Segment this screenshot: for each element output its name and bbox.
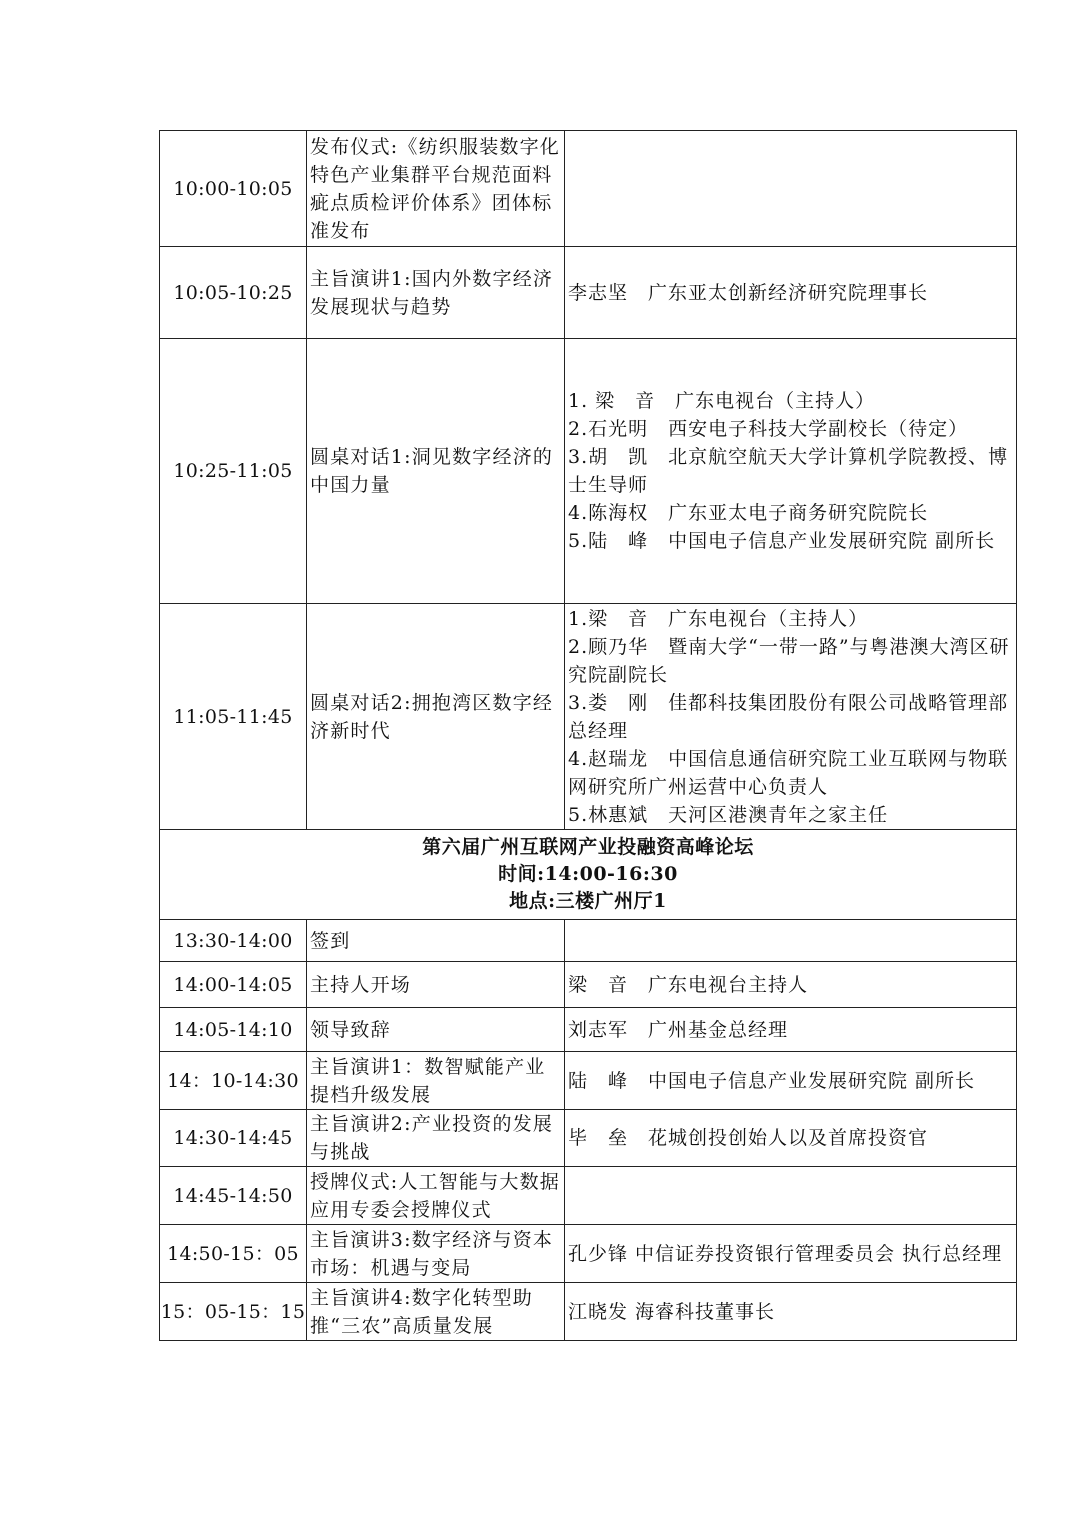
topic-cell: 主旨演讲3:数字经济与资本市场：机遇与变局 — [307, 1225, 565, 1283]
speaker-cell: 刘志军 广州基金总经理 — [565, 1008, 1017, 1052]
speaker-line: 1. 梁 音 广东电视台（主持人） — [568, 390, 876, 412]
topic-cell: 主持人开场 — [307, 962, 565, 1008]
topic-cell: 主旨演讲1:国内外数字经济发展现状与趋势 — [307, 247, 565, 339]
forum-venue: 地点:三楼广州厅1 — [509, 890, 667, 912]
section-header-row — [160, 830, 1017, 920]
table-row — [160, 1008, 1017, 1052]
topic-cell: 主旨演讲2:产业投资的发展与挑战 — [307, 1110, 565, 1167]
time-cell: 10:05-10:25 — [160, 247, 307, 339]
speaker-cell — [565, 131, 1017, 247]
table-row — [160, 1283, 1017, 1341]
topic-cell: 授牌仪式:人工智能与大数据应用专委会授牌仪式 — [307, 1167, 565, 1225]
speaker-cell — [565, 604, 1017, 830]
topic-cell: 主旨演讲4:数字化转型助推“三农”高质量发展 — [307, 1283, 565, 1341]
topic-cell: 主旨演讲1：数智赋能产业提档升级发展 — [307, 1052, 565, 1110]
table-row — [160, 1167, 1017, 1225]
speaker-line: 5.陆 峰 中国电子信息产业发展研究院 副所长 — [568, 530, 996, 552]
table-row — [160, 604, 1017, 830]
time-cell: 15：05-15：15 — [160, 1283, 307, 1341]
topic-cell: 领导致辞 — [307, 1008, 565, 1052]
topic-cell: 发布仪式:《纺织服装数字化特色产业集群平台规范面料疵点质检评价体系》团体标准发布 — [307, 131, 565, 247]
speaker-line: 5.林惠斌 天河区港澳青年之家主任 — [568, 803, 889, 826]
speaker-cell — [565, 1167, 1017, 1225]
topic-cell: 圆桌对话1:洞见数字经济的中国力量 — [307, 339, 565, 604]
time-cell: 14:00-14:05 — [160, 962, 307, 1008]
time-cell: 14：10-14:30 — [160, 1052, 307, 1110]
table-row — [160, 1225, 1017, 1283]
speaker-cell — [565, 339, 1017, 604]
speaker-cell: 梁 音 广东电视台主持人 — [565, 962, 1017, 1008]
time-cell: 14:45-14:50 — [160, 1167, 307, 1225]
time-cell: 10:00-10:05 — [160, 131, 307, 247]
speaker-line: 2.顾乃华 暨南大学“一带一路”与粤港澳大湾区研究院副院长 — [568, 635, 1010, 686]
time-cell: 14:50-15：05 — [160, 1225, 307, 1283]
table-row — [160, 247, 1017, 339]
speaker-line: 李志坚 广东亚太创新经济研究院理事长 — [568, 281, 929, 304]
speaker-cell: 毕 垒 花城创投创始人以及首席投资官 — [565, 1110, 1017, 1167]
speaker-line: 1.梁 音 广东电视台（主持人） — [568, 607, 869, 630]
speaker-line: 3.胡 凯 北京航空航天大学计算机学院教授、博士生导师 — [568, 446, 1009, 496]
speaker-cell — [565, 247, 1017, 339]
speaker-cell: 陆 峰 中国电子信息产业发展研究院 副所长 — [565, 1052, 1017, 1110]
time-cell: 14:05-14:10 — [160, 1008, 307, 1052]
table-row — [160, 131, 1017, 247]
speaker-line: 3.娄 刚 佳都科技集团股份有限公司战略管理部总经理 — [568, 691, 1009, 742]
time-cell: 14:30-14:45 — [160, 1110, 307, 1167]
table-row — [160, 1110, 1017, 1167]
forum-title: 第六届广州互联网产业投融资高峰论坛 — [422, 836, 754, 858]
time-cell: 10:25-11:05 — [160, 339, 307, 604]
time-cell: 13:30-14:00 — [160, 920, 307, 962]
topic-cell: 圆桌对话2:拥抱湾区数字经济新时代 — [307, 604, 565, 830]
speaker-line: 4.赵瑞龙 中国信息通信研究院工业互联网与物联网研究所广州运营中心负责人 — [568, 747, 1009, 798]
table-row — [160, 962, 1017, 1008]
forum-time: 时间:14:00-16:30 — [498, 863, 678, 885]
time-cell: 11:05-11:45 — [160, 604, 307, 830]
speaker-line: 4.陈海权 广东亚太电子商务研究院院长 — [568, 502, 929, 524]
section-header — [160, 830, 1017, 920]
agenda-table — [159, 130, 1017, 1341]
speaker-cell: 孔少锋 中信证券投资银行管理委员会 执行总经理 — [565, 1225, 1017, 1283]
table-row — [160, 339, 1017, 604]
topic-cell: 签到 — [307, 920, 565, 962]
table-row — [160, 920, 1017, 962]
speaker-cell: 江晓发 海睿科技董事长 — [565, 1283, 1017, 1341]
speaker-line: 2.石光明 西安电子科技大学副校长（待定） — [568, 418, 969, 440]
speaker-cell — [565, 920, 1017, 962]
table-row — [160, 1052, 1017, 1110]
